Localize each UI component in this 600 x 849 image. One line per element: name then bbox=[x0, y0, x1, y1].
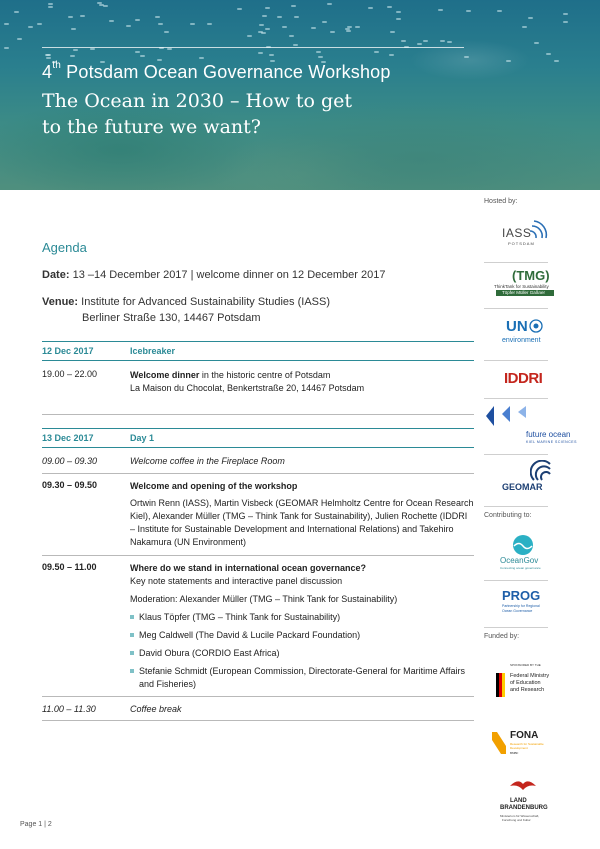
speaker-item: Meg Caldwell (The David & Lucile Packard Foundation) bbox=[130, 629, 474, 642]
fish-speck bbox=[90, 48, 95, 50]
iass-logo: IASS POTSDAM bbox=[502, 216, 552, 252]
fish-speck bbox=[265, 7, 270, 9]
bmbf-logo: SPONSORED BY THE Federal Ministry of Education and Research bbox=[496, 663, 572, 713]
fona-logo: FONA Research for Sustainable Development BMBF bbox=[492, 730, 572, 760]
fish-speck bbox=[277, 16, 282, 18]
fish-speck bbox=[390, 31, 395, 33]
fish-speck bbox=[534, 42, 539, 44]
fish-speck bbox=[247, 35, 252, 37]
fish-speck bbox=[37, 23, 42, 25]
fish-speck bbox=[14, 11, 19, 13]
fish-speck bbox=[563, 13, 568, 15]
speaker-item: David Obura (CORDIO East Africa) bbox=[130, 647, 474, 660]
page-number: Page 1 | 2 bbox=[20, 821, 52, 828]
workshop-title: 4th Potsdam Ocean Governance Workshop bbox=[42, 60, 391, 82]
fish-speck bbox=[466, 10, 471, 12]
fish-speck bbox=[282, 26, 287, 28]
fish-speck bbox=[258, 52, 263, 54]
speaker-item: Stefanie Schmidt (European Commission, Directorate-General for Maritime Affairs and Fisheries) bbox=[130, 665, 474, 691]
schedule-day1 bbox=[42, 428, 474, 721]
schedule-row: 11.00 – 11.30 Coffee break bbox=[42, 696, 474, 721]
fish-speck bbox=[73, 49, 78, 51]
fish-speck bbox=[346, 30, 351, 32]
header-banner bbox=[0, 0, 600, 190]
fish-speck bbox=[546, 53, 551, 55]
agenda-date: Date: 13 –14 December 2017 | welcome dinner on 12 December 2017 bbox=[42, 269, 386, 281]
agenda-venue: Venue: Institute for Advanced Sustainability Studies (IASS) Berliner Straße 130, 14467 Potsdam bbox=[42, 296, 330, 324]
fish-speck bbox=[71, 28, 76, 30]
fish-speck bbox=[155, 16, 160, 18]
fish-speck bbox=[48, 6, 53, 8]
fish-speck bbox=[126, 25, 131, 27]
fish-speck bbox=[447, 41, 452, 43]
fish-speck bbox=[4, 47, 9, 49]
fish-speck bbox=[237, 8, 242, 10]
fish-speck bbox=[80, 15, 85, 17]
fish-speck bbox=[109, 20, 114, 22]
fish-speck bbox=[157, 59, 162, 61]
fish-speck bbox=[396, 11, 401, 13]
banner-rule bbox=[42, 47, 464, 48]
fish-speck bbox=[259, 24, 264, 26]
fish-speck bbox=[327, 3, 332, 5]
prog-logo: PROG Partnership for Regional Ocean Governance bbox=[502, 588, 541, 613]
fish-speck bbox=[563, 21, 568, 23]
fish-speck bbox=[355, 26, 360, 28]
hosted-label: Hosted by: bbox=[484, 198, 518, 205]
fish-speck bbox=[389, 54, 394, 56]
fish-speck bbox=[318, 56, 323, 58]
schedule-row: 19.00 – 22.00 Welcome dinner in the historic centre of Potsdam La Maison du Chocolat, Benkertstraße 20, 14467 Potsdam bbox=[42, 361, 474, 415]
fish-speck bbox=[269, 54, 274, 56]
geomar-logo: GEOMAR bbox=[502, 460, 562, 496]
fish-speck bbox=[164, 31, 169, 33]
fish-speck bbox=[374, 51, 379, 53]
day-header: 13 Dec 2017 Day 1 bbox=[42, 428, 474, 448]
fish-speck bbox=[190, 23, 195, 25]
fish-speck bbox=[330, 31, 335, 33]
fish-speck bbox=[322, 21, 327, 23]
fish-speck bbox=[17, 38, 22, 40]
fish-speck bbox=[423, 40, 428, 42]
fish-speck bbox=[291, 5, 296, 7]
fish-speck bbox=[417, 43, 422, 45]
brandenburg-logo: LAND BRANDENBURG Ministerium für Wissenschaft, Forschung und Kultur bbox=[500, 776, 580, 836]
fish-speck bbox=[387, 6, 392, 8]
fish-speck bbox=[28, 26, 33, 28]
fish-speck bbox=[199, 57, 204, 59]
fish-speck bbox=[158, 23, 163, 25]
contributing-label: Contributing to: bbox=[484, 512, 532, 519]
future-ocean-logo: future ocean KIEL MARINE SCIENCES bbox=[484, 404, 600, 448]
fish-speck bbox=[311, 27, 316, 29]
agenda-heading: Agenda bbox=[42, 240, 87, 255]
fish-speck bbox=[293, 44, 298, 46]
fish-speck bbox=[167, 48, 172, 50]
fish-speck bbox=[48, 3, 53, 5]
schedule-row: 09.00 – 09.30 Welcome coffee in the Fireplace Room bbox=[42, 455, 285, 466]
workshop-subtitle: The Ocean in 2030 – How to get to the future we want? bbox=[42, 90, 353, 138]
fish-speck bbox=[316, 51, 321, 53]
fish-speck bbox=[497, 10, 502, 12]
fish-speck bbox=[265, 28, 270, 30]
fish-speck bbox=[135, 19, 140, 21]
fish-speck bbox=[258, 31, 263, 33]
fish-speck bbox=[68, 16, 73, 18]
speaker-item: Klaus Töpfer (TMG – Think Tank for Sustainability) bbox=[130, 611, 474, 624]
fish-speck bbox=[522, 26, 527, 28]
fish-speck bbox=[506, 60, 511, 62]
oceangov-logo: OceanGov Connecting ocean governance bbox=[500, 534, 560, 574]
fish-speck bbox=[4, 23, 9, 25]
fish-speck bbox=[45, 54, 50, 56]
fish-speck bbox=[438, 9, 443, 11]
fish-speck bbox=[464, 56, 469, 58]
fish-speck bbox=[262, 15, 267, 17]
fish-speck bbox=[528, 17, 533, 19]
schedule-row: 09.50 – 11.00 Where do we stand in international ocean governance? Key note statements and interactive panel discussion Moderation: Alexander Müller (TMG – Think Tank for Sustainability) Klaus Töpfer (TMG – Think Tank for Sustainability) Meg Caldwell (The David & Lucile Packard Foundation) David Obura (CORDIO East Africa) Stefanie Schmidt (European Commission, Directorate-General for Maritime Affairs and Fisheries) bbox=[42, 555, 474, 696]
fish-speck bbox=[135, 51, 140, 53]
fish-speck bbox=[140, 55, 145, 57]
fish-speck bbox=[289, 35, 294, 37]
fish-speck bbox=[294, 16, 299, 18]
fish-speck bbox=[46, 57, 51, 59]
schedule-day0 bbox=[42, 341, 474, 415]
schedule-row: 09.30 – 09.50 Welcome and opening of the workshop Ortwin Renn (IASS), Martin Visbeck (GEOMAR Helmholtz Centre for Ocean Research Kiel), Alexander Müller (TMG – Think Tank for Sustainability), Julien Rochette (IDDRI – Institute for Sustainable Development and International Relations) and Takehiro Nakamura (UN Environment) bbox=[42, 473, 474, 555]
iddri-logo: IDDRI bbox=[504, 370, 543, 387]
partner-sidebar bbox=[484, 190, 600, 849]
fish-speck bbox=[396, 18, 401, 20]
un-environment-logo: UN environment bbox=[502, 318, 541, 344]
fish-speck bbox=[554, 60, 559, 62]
fish-speck bbox=[207, 23, 212, 25]
funded-label: Funded by: bbox=[484, 633, 520, 640]
fish-speck bbox=[401, 40, 406, 42]
fish-speck bbox=[97, 2, 102, 4]
fish-speck bbox=[70, 55, 75, 57]
fish-speck bbox=[368, 7, 373, 9]
fish-speck bbox=[99, 4, 104, 6]
day-header: 12 Dec 2017 Icebreaker bbox=[42, 341, 474, 361]
fish-speck bbox=[440, 40, 445, 42]
tmg-logo: (TMG) ThinkTank for Sustainability Töpfer Müller Gaßner bbox=[494, 268, 556, 300]
